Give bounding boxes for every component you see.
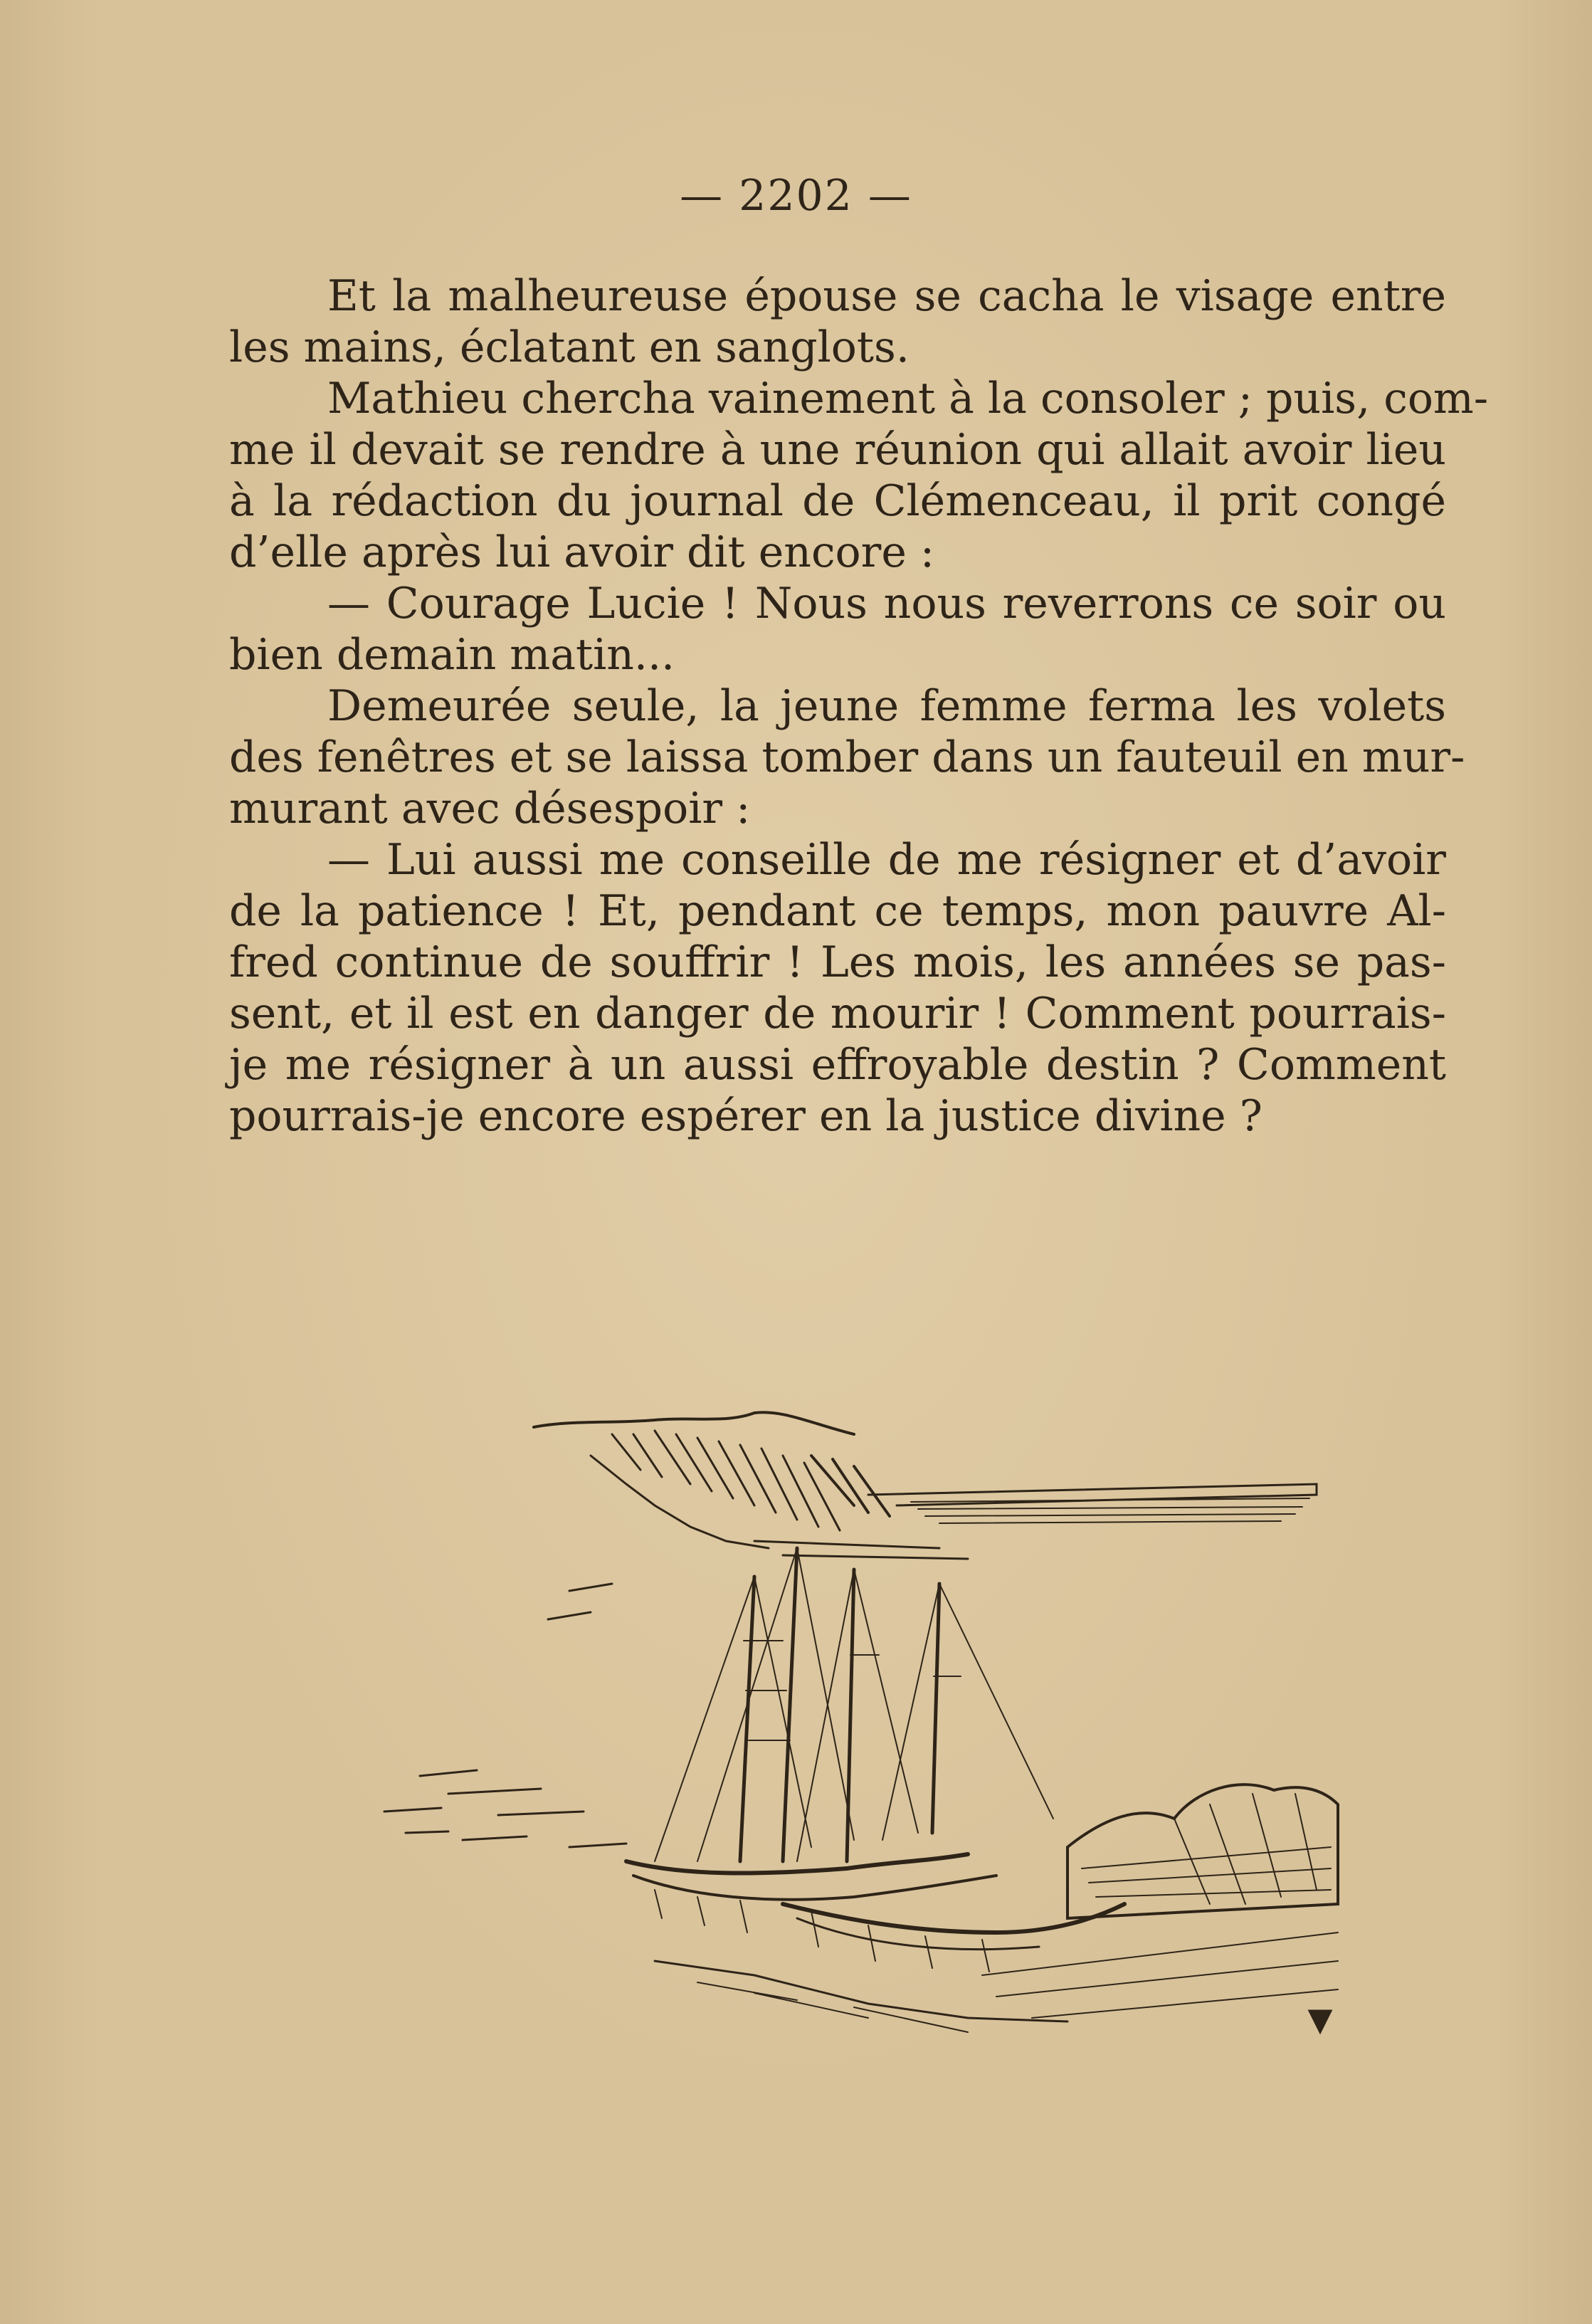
text-line: les mains, éclatant en sanglots. — [229, 322, 910, 372]
text-line: me il devait se rendre à une réunion qui allait avoir lieu — [229, 425, 1446, 475]
text-line: des fenêtres et se laissa tomber dans un fauteuil en mur- — [229, 732, 1465, 782]
text-line: Mathieu chercha vainement à la consoler ; puis, com- — [327, 374, 1489, 424]
text-line: Et la malheureuse épouse se cacha le visage entre — [327, 271, 1446, 321]
text-line: sent, et il est en danger de mourir ! Comment pourrais- — [229, 989, 1446, 1039]
text-line: fred continue de souffrir ! Les mois, les années se pas- — [229, 937, 1446, 987]
text-line: à la rédaction du journal de Clémenceau, il prit congé — [229, 476, 1446, 526]
text-line: je me résigner à un aussi effroyable destin ? Comment — [229, 1040, 1446, 1090]
text-line: murant avec désespoir : — [229, 784, 751, 834]
body-text — [229, 270, 1489, 1142]
text-line: — Courage Lucie ! Nous nous reverrons ce soir ou — [327, 579, 1446, 629]
text-line: pourrais-je encore espérer en la justice divine ? — [229, 1091, 1262, 1141]
text-line: Demeurée seule, la jeune femme ferma les volets — [327, 681, 1446, 731]
text-line: de la patience ! Et, pendant ce temps, mon pauvre Al- — [229, 886, 1446, 936]
page-number: — 2202 — — [680, 171, 912, 221]
harbor-boats-illustration — [356, 1406, 1345, 2046]
text-line: bien demain matin... — [229, 630, 675, 680]
text-line: — Lui aussi me conseille de me résigner et d’avoir — [327, 835, 1446, 885]
text-line: d’elle après lui avoir dit encore : — [229, 527, 935, 577]
